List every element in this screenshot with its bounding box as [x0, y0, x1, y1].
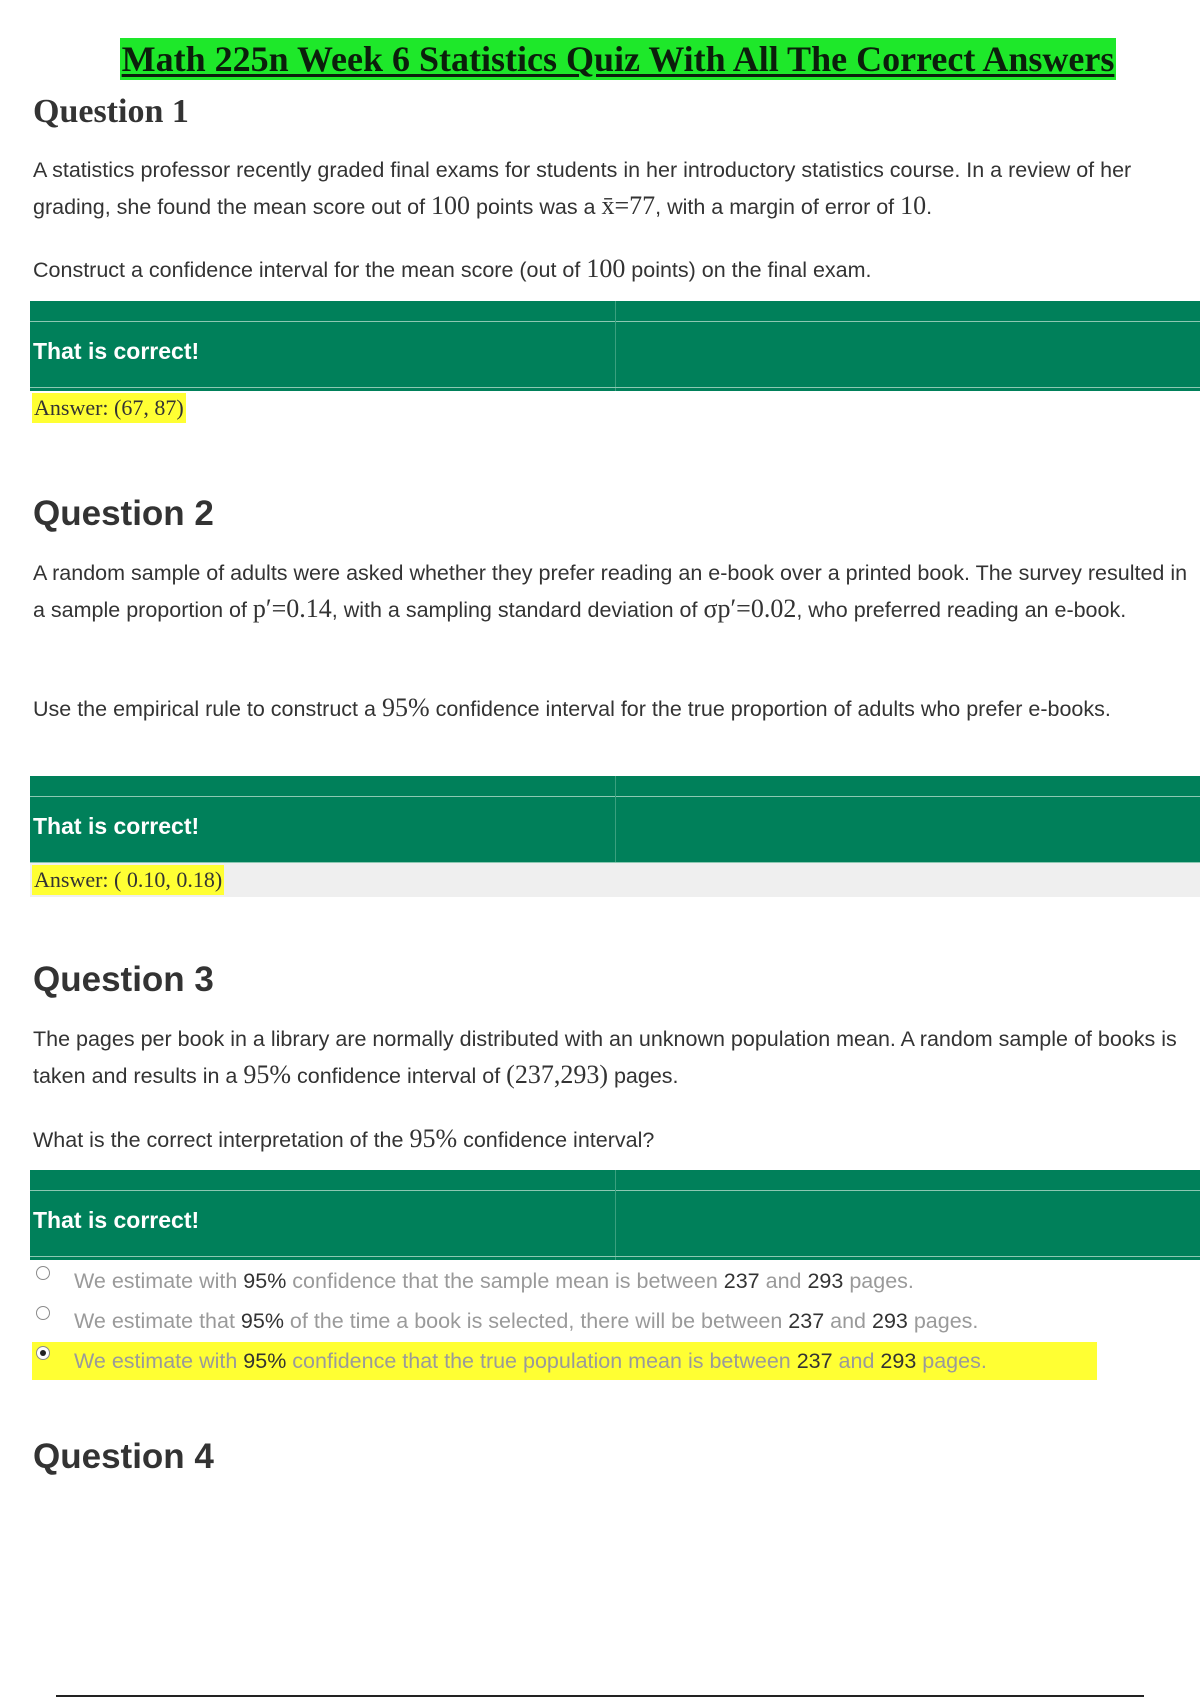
- radio-button-icon[interactable]: [36, 1306, 50, 1320]
- option-label: We estimate with 95% confidence that the sample mean is between 237 and 293 pages.: [74, 1269, 914, 1293]
- question-1-feedback-bar: [30, 301, 1200, 391]
- question-2-heading: Question 2: [33, 494, 214, 533]
- question-3-heading: Question 3: [33, 960, 214, 999]
- question-1-heading: Question 1: [33, 93, 189, 130]
- question-1-prompt: Construct a confidence interval for the mean score (out of 100 points) on the final exam.: [33, 254, 872, 283]
- question-1-feedback: That is correct!: [33, 338, 200, 364]
- question-3-option-3[interactable]: [32, 1342, 1200, 1380]
- question-1-answer: Answer: (67, 87): [32, 393, 186, 423]
- radio-button-selected-icon[interactable]: [36, 1346, 50, 1360]
- document-title: Math 225n Week 6 Statistics Quiz With All The Correct Answers: [121, 39, 1115, 79]
- question-3-feedback: That is correct!: [33, 1207, 200, 1233]
- question-4-heading: Question 4: [33, 1437, 214, 1476]
- question-2-feedback-bar: [30, 776, 1200, 866]
- question-2-answer: Answer: ( 0.10, 0.18): [32, 865, 224, 895]
- option-label: We estimate that 95% of the time a book is selected, there will be between 237 and 293 pages.: [74, 1309, 979, 1333]
- question-3-feedback-bar: [30, 1170, 1200, 1260]
- radio-button-icon[interactable]: [36, 1266, 50, 1280]
- question-2-prompt: Use the empirical rule to construct a 95% confidence interval for the true proportion of adults who prefer e-books.: [33, 693, 1111, 722]
- option-label: We estimate with 95% confidence that the true population mean is between 237 and 293 pages.: [74, 1349, 987, 1373]
- question-3-option-2[interactable]: [32, 1302, 1200, 1340]
- question-3-prompt: What is the correct interpretation of the 95% confidence interval?: [33, 1124, 655, 1153]
- footer-divider: [56, 1695, 1144, 1697]
- question-2-feedback: That is correct!: [33, 813, 200, 839]
- title-wrapper: [0, 38, 1200, 80]
- question-3-option-1[interactable]: [32, 1262, 1200, 1300]
- question-1-text: A statistics professor recently graded final exams for students in her introductory statistics course. In a review of her grading, she found the mean score out of 100 points was a x̄=77, with a margin of error of 10.: [33, 158, 1132, 220]
- question-2-text: A random sample of adults were asked whether they prefer reading an e-book over a printed book. The survey resulted in a sample proportion of p′=0.14, with a sampling standard deviation of σp′=0.02, who preferred reading an e-book.: [33, 561, 1188, 623]
- question-3-text: The pages per book in a library are normally distributed with an unknown population mean. A random sample of books is taken and results in a 95% confidence interval of (237,293) pages.: [33, 1027, 1177, 1089]
